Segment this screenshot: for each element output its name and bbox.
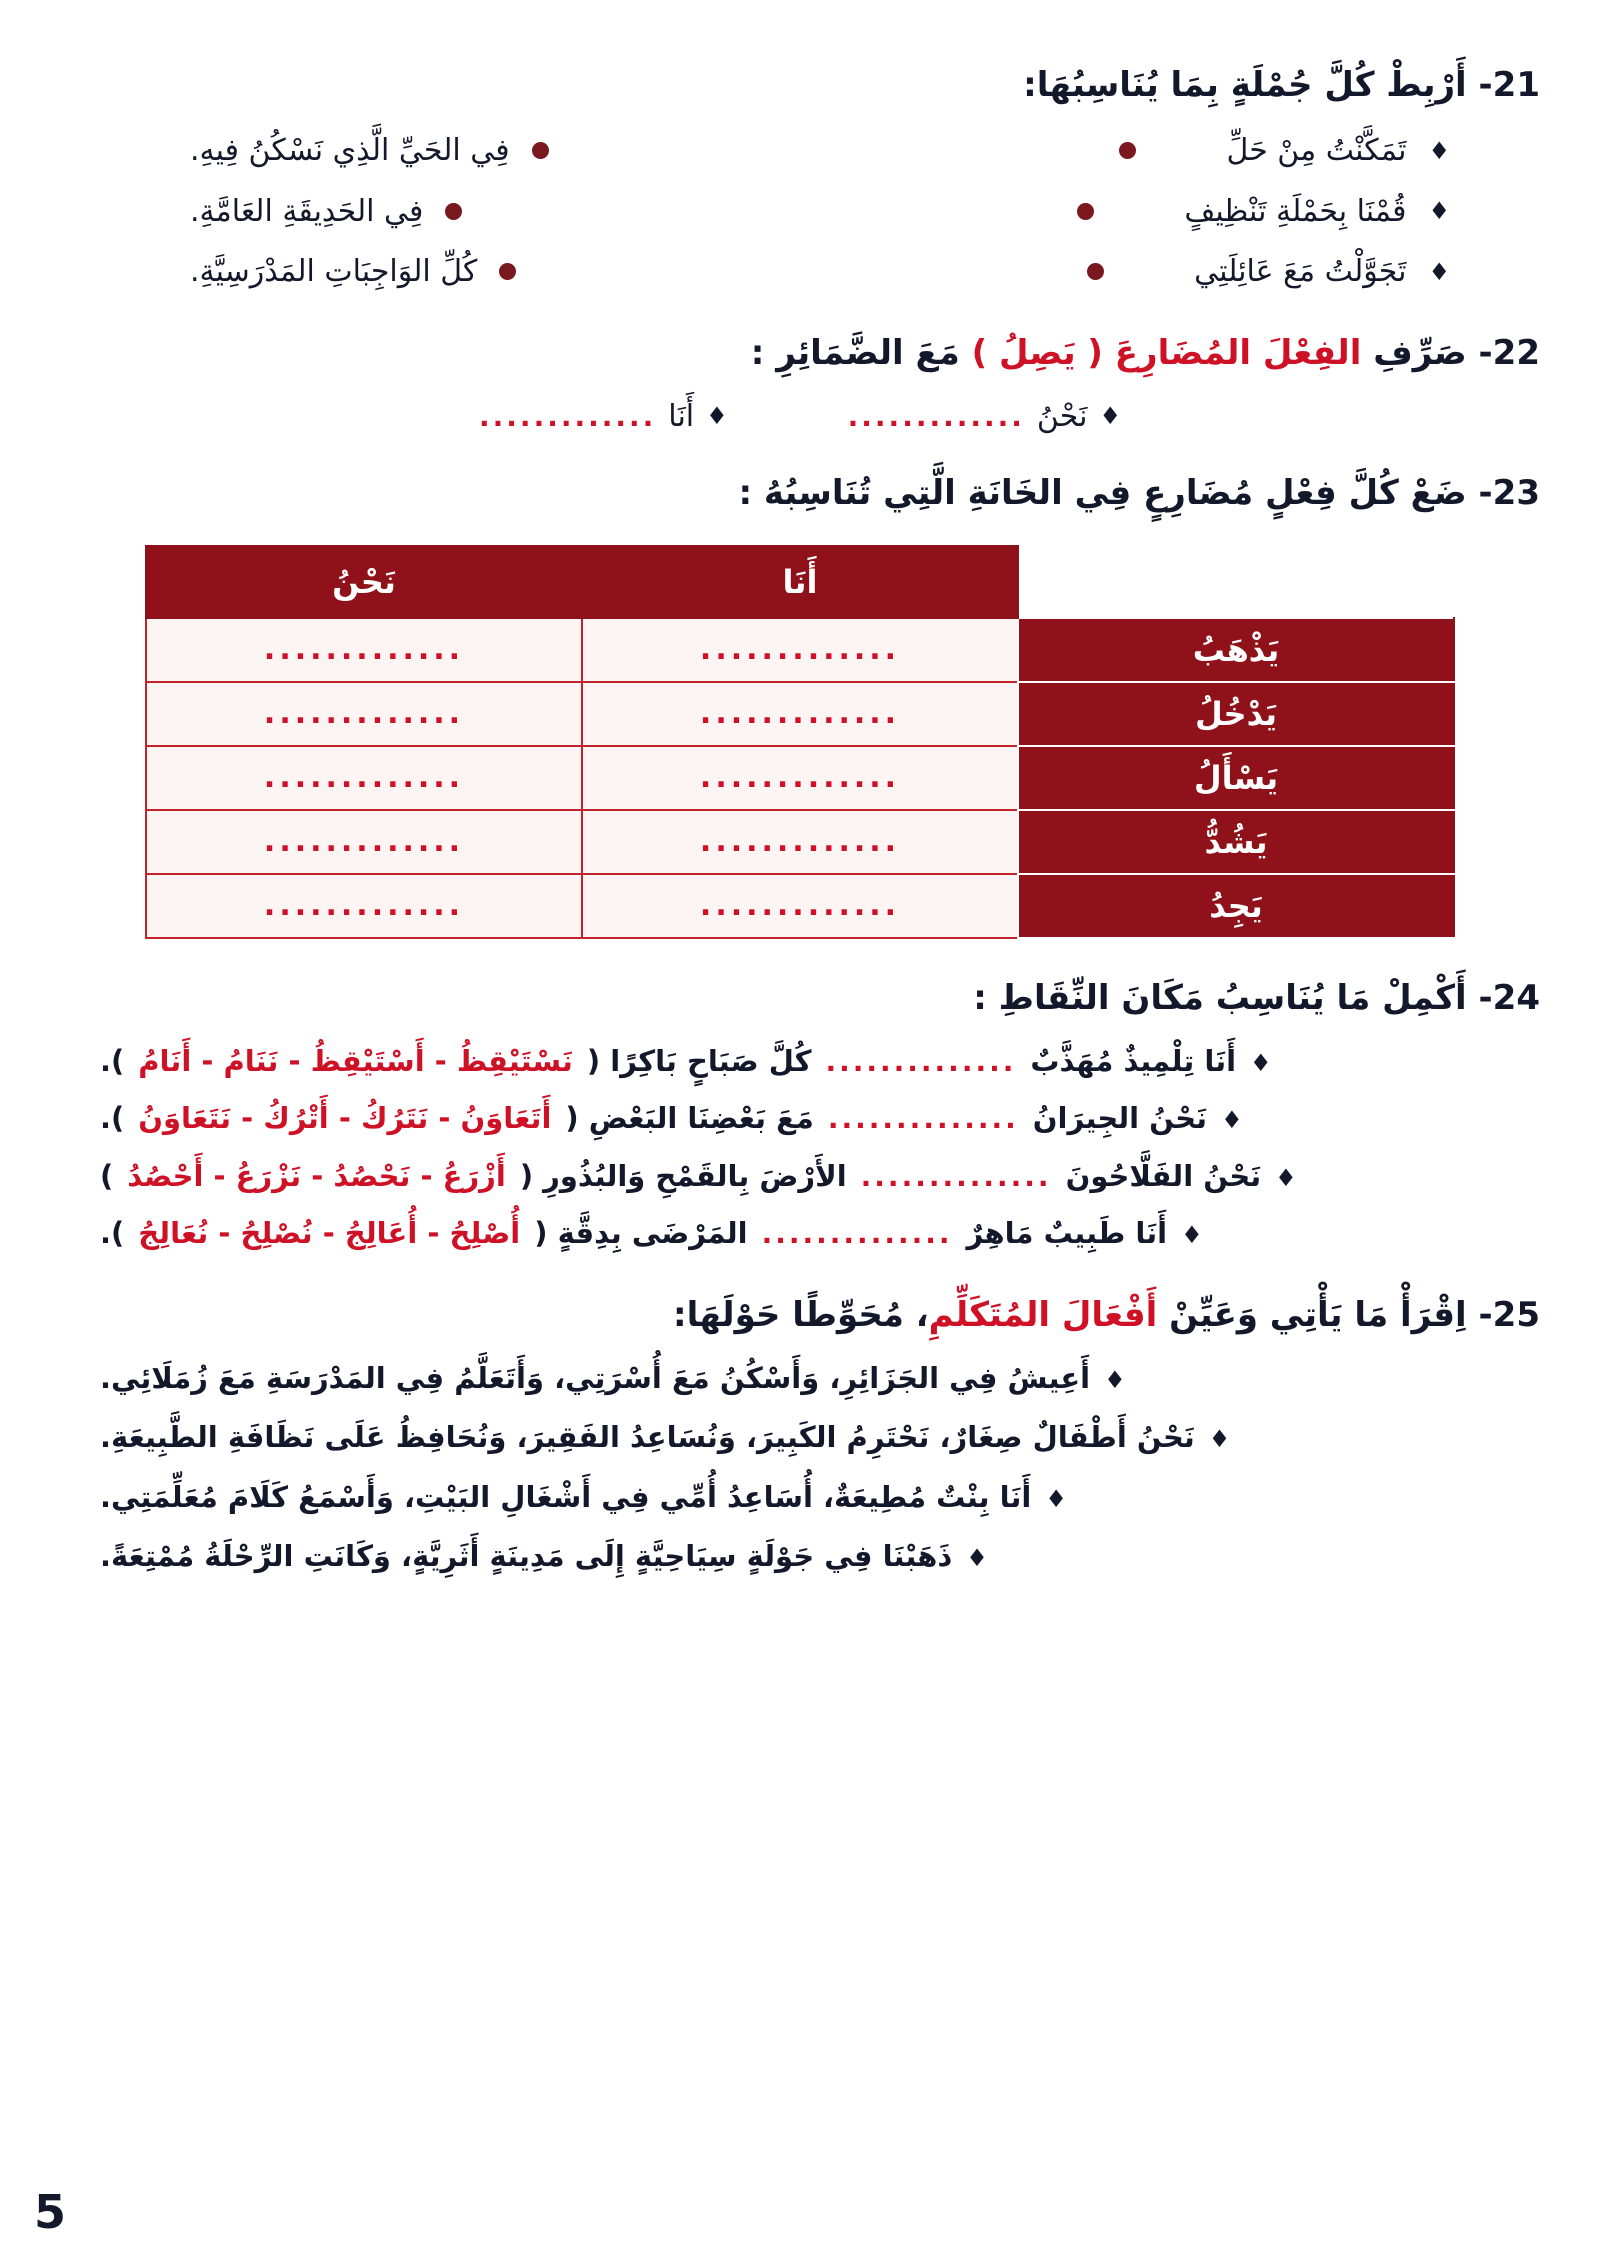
- question-22-item-ana[interactable]: [479, 399, 728, 434]
- pronoun-label: أَنَا: [668, 398, 695, 434]
- question-21-heading: [60, 60, 1540, 111]
- table-header-row: [146, 546, 1454, 618]
- answer-blank[interactable]: ..............: [825, 1044, 1017, 1078]
- verb-cell: يَذْهَبُ: [1018, 618, 1454, 682]
- diamond-bullet-icon: ♦: [1428, 136, 1450, 165]
- sentence-before: نَحْنُ الجِيرَانُ: [1032, 1101, 1208, 1135]
- conjugation-table-body: [146, 618, 1454, 938]
- question-25: [60, 1290, 1540, 1579]
- match-left-item[interactable]: [190, 190, 549, 234]
- sentence-middle: مَعَ بَعْضِنَا البَعْضِ (: [565, 1101, 814, 1135]
- match-left-item[interactable]: [190, 250, 549, 294]
- match-left-item-label: فِي الحَدِيقَةِ العَامَّةِ.: [190, 193, 424, 229]
- reading-sentence: أَعِيشُ فِي الجَزَائِرِ، وَأَسْكُنُ مَعَ أُسْرَتِي، وَأَتَعَلَّمُ فِي المَدْرَسَةِ مَعَ زُمَلَائِي.: [100, 1360, 1091, 1395]
- reading-sentence: ذَهَبْنَا فِي جَوْلَةٍ سِيَاحِيَّةٍ إِلَى مَدِينَةٍ أَثَرِيَّةٍ، وَكَانَتِ الرِّحْلَةُ مُمْتِعَةً.: [100, 1539, 953, 1573]
- match-right-item-label: قُمْنَا بِحَمْلَةِ تَنْظِيفٍ: [1184, 193, 1407, 229]
- question-21-number: 21-: [1478, 65, 1540, 105]
- sentence-after: ).: [100, 1216, 125, 1250]
- conjugation-table-wrapper: [145, 545, 1455, 939]
- reading-row[interactable]: [100, 1476, 1500, 1520]
- question-25-heading: [60, 1290, 1540, 1341]
- diamond-bullet-icon: ♦: [1428, 197, 1450, 226]
- reading-sentence: أَنَا بِنْتٌ مُطِيعَةٌ، أُسَاعِدُ أُمِّي فِي أَشْغَالِ البَيْتِ، وَأَسْمَعُ كَلَامَ مُعَلِّمَتِي.: [100, 1479, 1032, 1514]
- match-left-item-label: فِي الحَيِّ الَّذِي نَسْكُنُ فِيهِ.: [190, 133, 510, 168]
- connector-dot[interactable]: [1077, 203, 1094, 220]
- answer-cell-nahnu[interactable]: .............: [146, 618, 582, 682]
- verb-cell: يَسْأَلُ: [1018, 746, 1454, 810]
- question-22-heading-part1: صَرِّفِ: [1361, 332, 1467, 373]
- exercise-row[interactable]: [100, 1040, 1500, 1084]
- match-right-item[interactable]: [1077, 250, 1450, 294]
- sentence-before: أَنَا طَبِيبٌ مَاهِرٌ: [966, 1216, 1168, 1250]
- table-row: [146, 618, 1454, 682]
- answer-cell-nahnu[interactable]: .............: [146, 810, 582, 874]
- question-22: [60, 328, 1540, 434]
- question-25-heading-highlight: أَفْعَالَ المُتَكَلِّمِ: [928, 1294, 1158, 1335]
- exercise-row[interactable]: [100, 1097, 1500, 1141]
- question-24-heading-text: أَكْمِلْ مَا يُنَاسِبُ مَكَانَ النِّقَاطِ :: [973, 977, 1467, 1018]
- table-header-ana: أَنَا: [582, 546, 1018, 618]
- question-24-number: 24-: [1478, 977, 1540, 1018]
- question-25-items: [60, 1357, 1540, 1579]
- answer-blank[interactable]: ..............: [761, 1217, 953, 1250]
- question-22-heading-part2: مَعَ الضَّمَائِرِ :: [750, 332, 972, 373]
- sentence-before: أَنَا تِلْمِيذٌ مُهَذَّبٌ: [1030, 1043, 1237, 1078]
- question-21-heading-text: أَرْبِطْ كُلَّ جُمْلَةٍ بِمَا يُنَاسِبُهَا:: [1023, 65, 1467, 105]
- reading-row[interactable]: [100, 1416, 1500, 1460]
- table-row: [146, 810, 1454, 874]
- diamond-bullet-icon: ♦: [966, 1544, 988, 1572]
- answer-blank[interactable]: .............: [479, 399, 657, 433]
- diamond-bullet-icon: ♦: [1250, 1048, 1272, 1077]
- pronoun-label: نَحْنُ: [1036, 398, 1088, 434]
- diamond-bullet-icon: ♦: [1099, 402, 1121, 430]
- match-right-item-label: تَمَكَّنْتُ مِنْ حَلِّ: [1226, 133, 1407, 168]
- diamond-bullet-icon: ♦: [706, 402, 728, 430]
- question-23-heading-text: ضَعْ كُلَّ فِعْلٍ مُضَارِعٍ فِي الخَانَةِ الَّتِي تُنَاسِبُهُ :: [738, 472, 1467, 513]
- reading-row[interactable]: [100, 1535, 1500, 1579]
- conjugation-table: [145, 545, 1455, 939]
- question-22-heading: [60, 328, 1540, 379]
- verb-cell: يَدْخُلُ: [1018, 682, 1454, 746]
- question-22-number: 22-: [1478, 332, 1540, 373]
- match-right-item-label: تَجَوَّلْتُ مَعَ عَائِلَتِي: [1194, 254, 1407, 289]
- match-right-item[interactable]: [1077, 190, 1450, 234]
- reading-sentence: نَحْنُ أَطْفَالٌ صِغَارٌ، نَحْتَرِمُ الكَبِيرَ، وَنُسَاعِدُ الفَقِيرَ، وَنُحَافِظُ عَلَى نَظَافَةِ الطَّبِيعَةِ.: [100, 1420, 1195, 1454]
- sentence-middle: المَرْضَى بِدِقَّةٍ (: [534, 1216, 748, 1250]
- answer-blank[interactable]: .............: [847, 399, 1025, 433]
- question-24-items: [60, 1040, 1540, 1256]
- page-number: 5: [34, 2185, 67, 2239]
- match-right-item[interactable]: [1077, 129, 1450, 173]
- answer-cell-ana[interactable]: .............: [582, 618, 1018, 682]
- sentence-after: ).: [100, 1101, 125, 1135]
- table-header-nahnu: نَحْنُ: [146, 546, 582, 618]
- answer-options: أَزْرَعُ - نَحْصُدُ - نَزْرَعُ - أَحْصُدُ: [127, 1158, 506, 1193]
- conjugation-table-head: [146, 546, 1454, 618]
- sentence-before: نَحْنُ الفَلَّاحُونَ: [1065, 1158, 1262, 1193]
- diamond-bullet-icon: ♦: [1104, 1365, 1126, 1394]
- answer-cell-ana[interactable]: .............: [582, 874, 1018, 938]
- match-left-item[interactable]: [190, 129, 549, 173]
- verb-cell: يَشُدُّ: [1018, 810, 1454, 874]
- answer-cell-nahnu[interactable]: .............: [146, 682, 582, 746]
- match-right-column: [1077, 129, 1450, 294]
- diamond-bullet-icon: ♦: [1045, 1484, 1067, 1513]
- question-25-heading-part1: اِقْرَأْ مَا يَأْتِي وَعَيِّنْ: [1157, 1294, 1467, 1335]
- answer-cell-ana[interactable]: .............: [582, 746, 1018, 810]
- sentence-after: ): [100, 1158, 114, 1193]
- sentence-after: ).: [100, 1043, 125, 1078]
- question-23: [60, 468, 1540, 939]
- question-22-answer-row: [60, 399, 1540, 434]
- table-row: [146, 682, 1454, 746]
- answer-cell-nahnu[interactable]: .............: [146, 874, 582, 938]
- question-25-number: 25-: [1478, 1294, 1540, 1335]
- question-25-heading-part2: ، مُحَوِّطًا حَوْلَهَا:: [673, 1294, 929, 1335]
- diamond-bullet-icon: ♦: [1428, 257, 1450, 286]
- connector-dot[interactable]: [1087, 263, 1104, 280]
- sentence-middle: كُلَّ صَبَاحٍ بَاكِرًا (: [586, 1043, 812, 1078]
- diamond-bullet-icon: ♦: [1208, 1425, 1231, 1453]
- sentence-middle: الأَرْضَ بِالقَمْحِ وَالبُذُورِ (: [519, 1158, 847, 1193]
- connector-dot[interactable]: [532, 142, 549, 159]
- diamond-bullet-icon: ♦: [1275, 1163, 1297, 1192]
- match-left-column: [190, 129, 549, 294]
- match-left-item-label: كُلِّ الوَاجِبَاتِ المَدْرَسِيَّةِ.: [190, 254, 478, 289]
- question-24-heading: [60, 973, 1540, 1024]
- answer-options: أَتَعَاوَنُ - نَتَرُكُ - أَتْرُكُ - نَتَعَاوَنُ: [138, 1101, 552, 1135]
- exercise-row[interactable]: [100, 1212, 1500, 1256]
- connector-dot[interactable]: [499, 263, 516, 280]
- connector-dot[interactable]: [445, 203, 462, 220]
- verb-cell: يَجِدُ: [1018, 874, 1454, 938]
- answer-blank[interactable]: ..............: [827, 1102, 1019, 1135]
- diamond-bullet-icon: ♦: [1221, 1106, 1243, 1134]
- answer-cell-ana[interactable]: .............: [582, 682, 1018, 746]
- reading-row[interactable]: [100, 1357, 1500, 1401]
- question-22-heading-highlight: الفِعْلَ المُضَارِعَ ( يَصِلُ ): [971, 332, 1362, 373]
- answer-cell-ana[interactable]: .............: [582, 810, 1018, 874]
- question-24: [60, 973, 1540, 1256]
- diamond-bullet-icon: ♦: [1181, 1221, 1203, 1249]
- answer-blank[interactable]: ..............: [860, 1159, 1052, 1193]
- question-21-matching-area: [60, 129, 1540, 294]
- answer-options: أُصْلِحُ - أُعَالِجُ - نُصْلِحُ - نُعَالِجُ: [138, 1216, 521, 1250]
- question-23-heading: [60, 468, 1540, 519]
- question-22-item-nahnu[interactable]: [848, 399, 1121, 434]
- exercise-row[interactable]: [100, 1155, 1500, 1199]
- connector-dot[interactable]: [1119, 142, 1136, 159]
- question-23-number: 23-: [1478, 472, 1540, 513]
- answer-options: نَسْتَيْقِظُ - أَسْتَيْقِظُ - نَنَامُ - أَنَامُ: [138, 1043, 573, 1078]
- table-row: [146, 746, 1454, 810]
- table-row: [146, 874, 1454, 938]
- answer-cell-nahnu[interactable]: .............: [146, 746, 582, 810]
- question-21: [60, 60, 1540, 294]
- table-header-corner: [1018, 546, 1454, 618]
